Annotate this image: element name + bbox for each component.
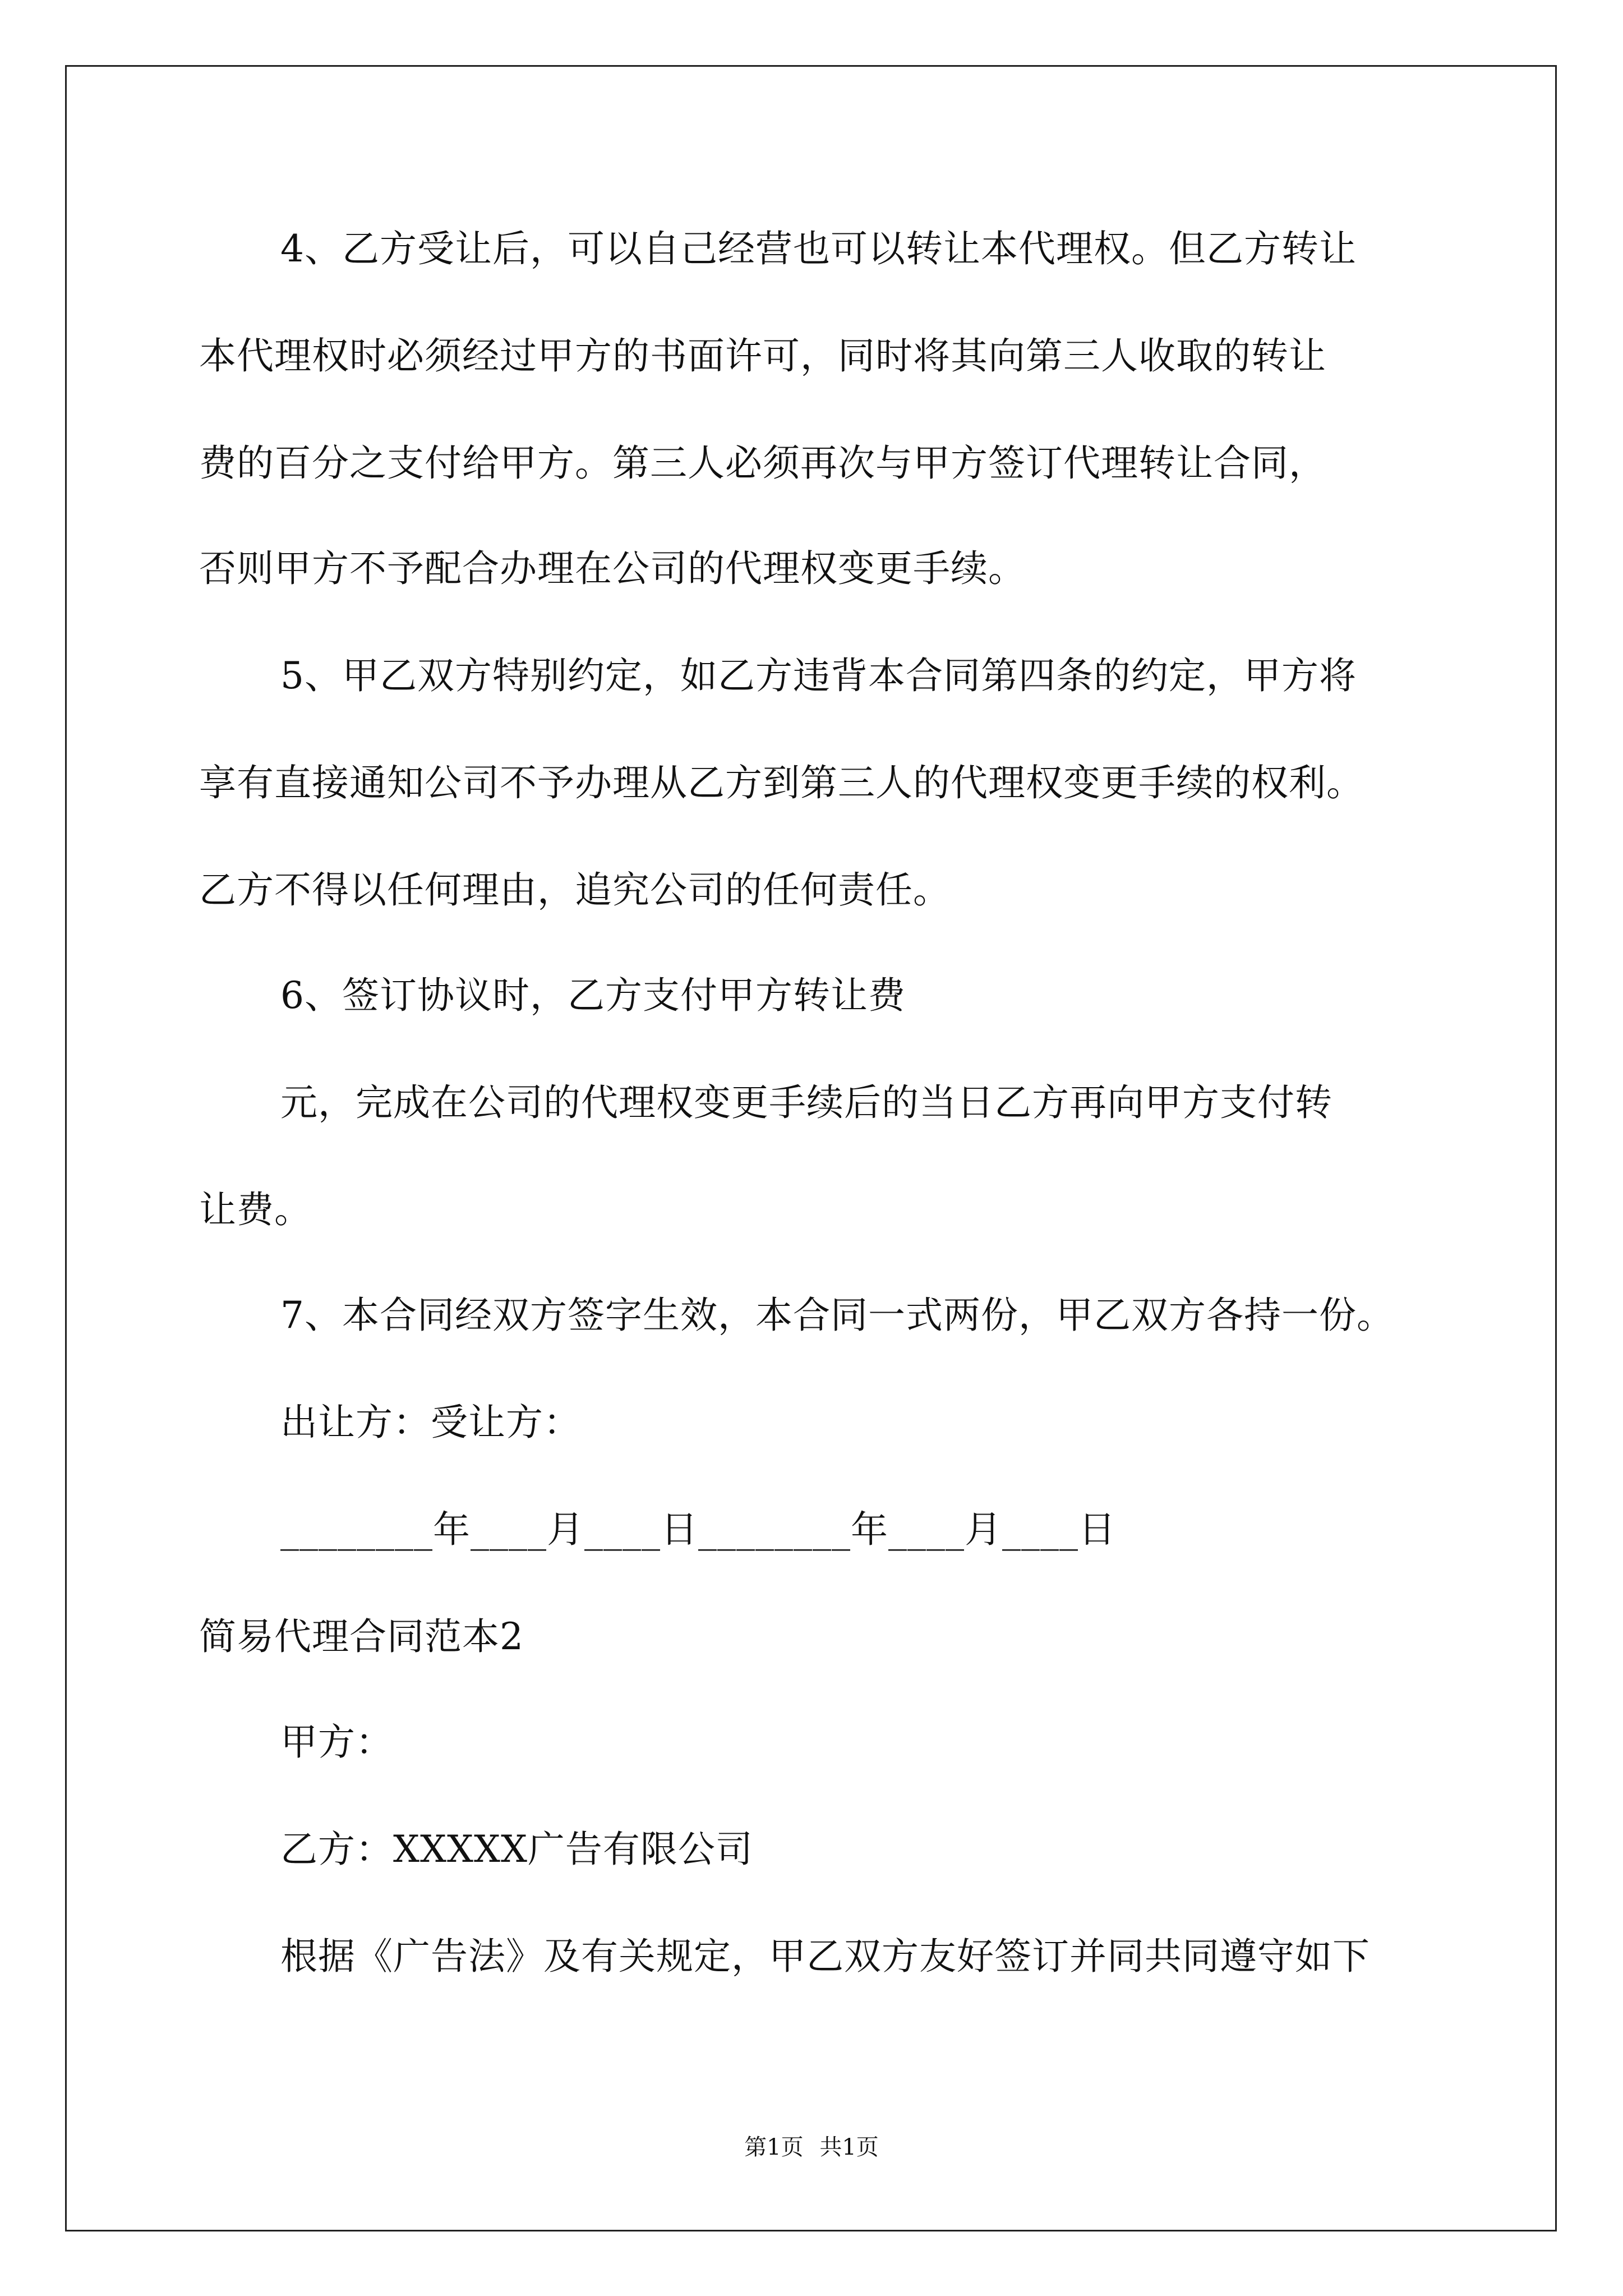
page-number: 第1页 — [744, 2134, 804, 2160]
paragraph-line: 乙方不得以任何理由，追究公司的任何责任。 — [199, 868, 951, 912]
paragraph-line: 享有直接通知公司不予办理从乙方到第三人的代理权变更手续的权利。 — [199, 761, 1364, 804]
paragraph-line: 本代理权时必须经过甲方的书面许可，同时将其向第三人收取的转让 — [199, 334, 1326, 378]
date-blank-line: ________年____月____日________年____月____日 — [280, 1508, 1116, 1551]
party-b-line: 乙方：XXXXX广告有限公司 — [280, 1828, 753, 1871]
paragraph-line: 7、本合同经双方签字生效，本合同一式两份，甲乙双方各持一份。 — [280, 1294, 1394, 1337]
page-footer — [0, 2136, 1623, 2159]
page-total: 共1页 — [819, 2134, 879, 2160]
signature-parties-line: 出让方：受让方： — [280, 1401, 581, 1444]
paragraph-line: 让费。 — [199, 1188, 312, 1231]
party-a-line: 甲方： — [280, 1720, 393, 1764]
paragraph-line: 否则甲方不予配合办理在公司的代理权变更手续。 — [199, 547, 1026, 590]
section-title: 简易代理合同范本2 — [199, 1615, 524, 1658]
paragraph-line: 5、甲乙双方特别约定，如乙方违背本合同第四条的约定，甲方将 — [280, 654, 1357, 697]
paragraph-line: 费的百分之支付给甲方。第三人必须再次与甲方签订代理转让合同， — [199, 441, 1326, 485]
paragraph-line: 元，完成在公司的代理权变更手续后的当日乙方再向甲方支付转 — [280, 1081, 1332, 1124]
paragraph-line: 根据《广告法》及有关规定，甲乙双方友好签订并同共同遵守如下 — [280, 1935, 1370, 1978]
paragraph-line: 4、乙方受让后，可以自己经营也可以转让本代理权。但乙方转让 — [280, 227, 1357, 270]
paragraph-line: 6、签订协议时，乙方支付甲方转让费 — [280, 974, 906, 1017]
page-border — [65, 65, 1557, 2231]
